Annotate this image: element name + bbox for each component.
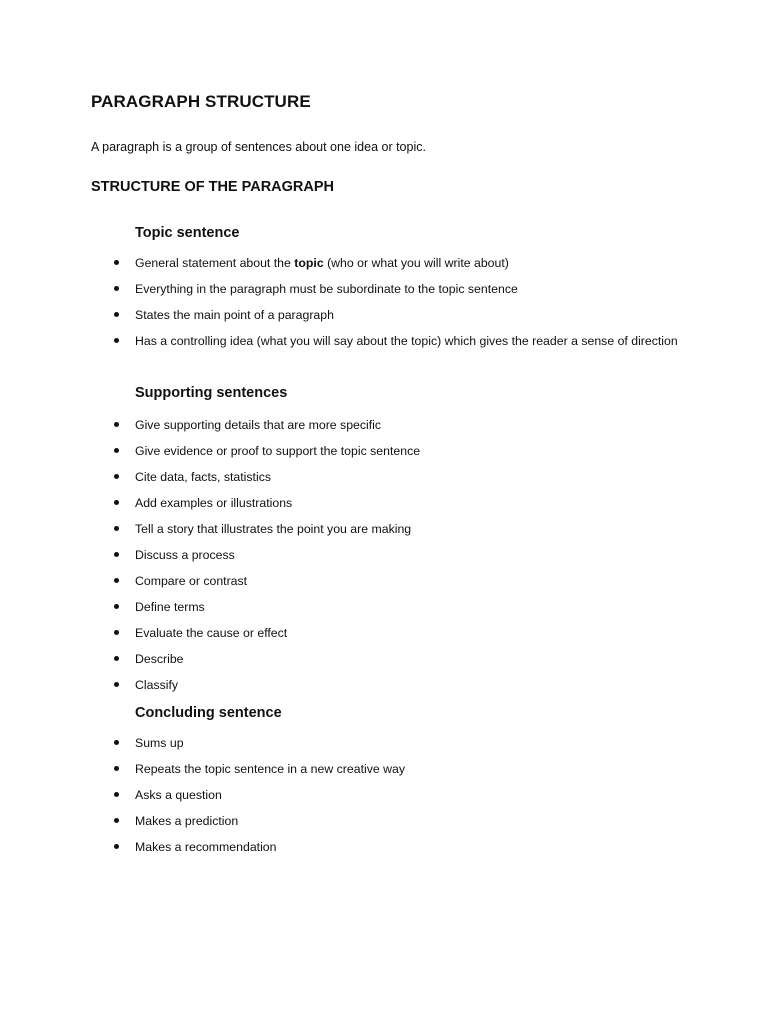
bullet-icon — [114, 500, 119, 505]
bullet-icon — [114, 682, 119, 687]
list-item-text: Makes a recommendation — [135, 840, 277, 854]
bullet-icon — [114, 552, 119, 557]
supporting-sentences-heading: Supporting sentences — [135, 385, 288, 401]
bullet-icon — [114, 818, 119, 823]
list-item-text: Give supporting details that are more specific — [135, 418, 382, 432]
list-item-text: Compare or contrast — [135, 574, 248, 588]
list-item — [0, 808, 768, 834]
topic-sentence-list — [0, 250, 768, 354]
bullet-icon — [114, 260, 119, 265]
list-item — [0, 302, 768, 328]
list-item-text: Give evidence or proof to support the topic sentence — [135, 444, 421, 458]
list-item — [0, 756, 768, 782]
list-item-text: Has a controlling idea (what you will say about the topic) which gives the reader a sense of direction — [135, 334, 678, 348]
list-item — [0, 782, 768, 808]
list-item-text: Sums up — [135, 736, 184, 750]
list-item — [0, 438, 768, 464]
list-item — [0, 516, 768, 542]
list-item — [0, 250, 768, 276]
bullet-icon — [114, 656, 119, 661]
bullet-icon — [114, 526, 119, 531]
list-item-text: Discuss a process — [135, 548, 235, 562]
list-item — [0, 620, 768, 646]
list-item — [0, 672, 768, 698]
bullet-icon — [114, 422, 119, 427]
bullet-icon — [114, 844, 119, 849]
bullet-icon — [114, 792, 119, 797]
list-item-text: States the main point of a paragraph — [135, 308, 334, 322]
concluding-sentence-heading: Concluding sentence — [135, 705, 282, 721]
list-item — [0, 834, 768, 860]
list-item — [0, 490, 768, 516]
section-heading: STRUCTURE OF THE PARAGRAPH — [91, 179, 335, 195]
intro-paragraph: A paragraph is a group of sentences about one idea or topic. — [91, 140, 426, 154]
document-title: PARAGRAPH STRUCTURE — [91, 92, 311, 111]
list-item-text: Everything in the paragraph must be subordinate to the topic sentence — [135, 282, 518, 296]
list-item — [0, 568, 768, 594]
bullet-icon — [114, 286, 119, 291]
list-item — [0, 594, 768, 620]
list-item — [0, 412, 768, 438]
list-item-text: Makes a prediction — [135, 814, 239, 828]
list-item-text: Asks a question — [135, 788, 222, 802]
list-item-text: Tell a story that illustrates the point you are making — [135, 522, 412, 536]
bullet-icon — [114, 604, 119, 609]
list-item-text: Cite data, facts, statistics — [135, 470, 271, 484]
bullet-icon — [114, 448, 119, 453]
topic-sentence-heading: Topic sentence — [135, 225, 240, 241]
bullet-icon — [114, 578, 119, 583]
list-item-text: Define terms — [135, 600, 205, 614]
list-item — [0, 276, 768, 302]
list-item — [0, 730, 768, 756]
list-item-text: Describe — [135, 652, 184, 666]
list-item — [0, 646, 768, 672]
list-item — [0, 542, 768, 568]
bullet-icon — [114, 312, 119, 317]
list-item — [0, 464, 768, 490]
list-item-text: Repeats the topic sentence in a new creative way — [135, 762, 406, 776]
bullet-icon — [114, 474, 119, 479]
list-item-text: Add examples or illustrations — [135, 496, 293, 510]
list-item-text: Evaluate the cause or effect — [135, 626, 288, 640]
bullet-icon — [114, 766, 119, 771]
list-item — [0, 328, 768, 354]
list-item-text: General statement about the topic (who or what you will write about) — [135, 256, 509, 270]
supporting-sentences-list — [0, 412, 768, 698]
bullet-icon — [114, 338, 119, 343]
concluding-sentence-list — [0, 730, 768, 860]
list-item-text: Classify — [135, 678, 179, 692]
bullet-icon — [114, 740, 119, 745]
bullet-icon — [114, 630, 119, 635]
